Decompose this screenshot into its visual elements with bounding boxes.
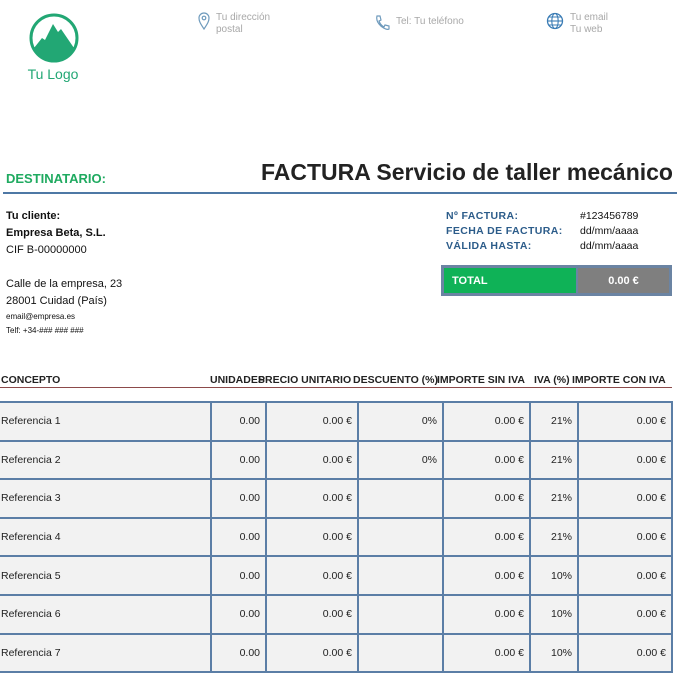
cell-discount[interactable]: 0% [358, 402, 443, 441]
cell-units[interactable]: 0.00 [211, 441, 266, 480]
cell-vat[interactable]: 21% [530, 402, 578, 441]
cell-vat[interactable]: 21% [530, 479, 578, 518]
map-pin-icon [198, 12, 210, 30]
col-discount: DESCUENTO (%) [353, 374, 438, 386]
cell-gross[interactable]: 0.00 € [578, 441, 672, 480]
cell-units[interactable]: 0.00 [211, 634, 266, 673]
meta-label: VÁLIDA HASTA: [446, 240, 532, 252]
client-email: email@empresa.es [6, 312, 76, 321]
cell-discount[interactable] [358, 634, 443, 673]
cell-units[interactable]: 0.00 [211, 518, 266, 557]
cell-discount[interactable] [358, 595, 443, 634]
recipient-label: DESTINATARIO: [6, 171, 106, 186]
meta-value: dd/mm/aaaa [580, 240, 639, 252]
cell-gross[interactable]: 0.00 € [578, 595, 672, 634]
table-row [0, 479, 672, 518]
client-city: 28001 Cuidad (País) [6, 295, 107, 307]
table-row [0, 595, 672, 634]
invoice-meta [446, 209, 638, 254]
client-company: Empresa Beta, S.L. [6, 227, 106, 239]
meta-invoice-date [446, 224, 638, 239]
address-line-1: Tu dirección [216, 12, 271, 23]
client-heading: Tu cliente: [6, 210, 61, 222]
cell-units[interactable]: 0.00 [211, 556, 266, 595]
cell-vat[interactable]: 10% [530, 595, 578, 634]
col-unit-price: PRECIO UNITARIO [258, 374, 352, 386]
cell-net[interactable]: 0.00 € [443, 634, 530, 673]
invoice-title: FACTURA Servicio de taller mecánico [260, 159, 673, 185]
title-divider [3, 192, 677, 194]
table-row [0, 556, 672, 595]
items-table [0, 401, 673, 673]
table-row [0, 402, 672, 441]
cell-discount[interactable] [358, 479, 443, 518]
cell-gross[interactable]: 0.00 € [578, 634, 672, 673]
meta-label: FECHA DE FACTURA: [446, 225, 563, 237]
cell-net[interactable]: 0.00 € [443, 441, 530, 480]
globe-icon [546, 12, 564, 30]
table-row [0, 518, 672, 557]
client-phone: Telf: +34-### ### ### [6, 326, 84, 335]
cell-concept[interactable]: Referencia 3 [0, 479, 211, 518]
cell-net[interactable]: 0.00 € [443, 479, 530, 518]
client-street: Calle de la empresa, 23 [6, 278, 123, 290]
cell-unit-price[interactable]: 0.00 € [266, 595, 358, 634]
cell-concept[interactable]: Referencia 1 [0, 402, 211, 441]
cell-concept[interactable]: Referencia 7 [0, 634, 211, 673]
col-gross: IMPORTE CON IVA [572, 374, 666, 386]
cell-unit-price[interactable]: 0.00 € [266, 402, 358, 441]
cell-discount[interactable] [358, 556, 443, 595]
cell-vat[interactable]: 10% [530, 556, 578, 595]
col-concept: CONCEPTO [1, 374, 61, 386]
cell-unit-price[interactable]: 0.00 € [266, 518, 358, 557]
cell-units[interactable]: 0.00 [211, 595, 266, 634]
table-header-divider [0, 387, 672, 388]
cell-gross[interactable]: 0.00 € [578, 556, 672, 595]
address-line-2: postal [216, 24, 243, 35]
meta-value: #123456789 [580, 210, 639, 222]
meta-label: Nº FACTURA: [446, 210, 519, 222]
table-row [0, 634, 672, 673]
items-table-header [0, 374, 677, 388]
cell-net[interactable]: 0.00 € [443, 402, 530, 441]
cell-units[interactable]: 0.00 [211, 479, 266, 518]
contact-address [198, 12, 270, 36]
table-row [0, 441, 672, 480]
client-cif: CIF B-00000000 [6, 244, 87, 256]
cell-discount[interactable] [358, 518, 443, 557]
meta-invoice-number [446, 209, 638, 224]
cell-concept[interactable]: Referencia 2 [0, 441, 211, 480]
cell-units[interactable]: 0.00 [211, 402, 266, 441]
meta-value: dd/mm/aaaa [580, 225, 639, 237]
phone-icon [374, 14, 390, 32]
meta-valid-until [446, 239, 638, 254]
cell-concept[interactable]: Referencia 5 [0, 556, 211, 595]
phone-text: Tel: Tu teléfono [396, 16, 464, 27]
mountain-logo-icon [28, 12, 80, 64]
cell-concept[interactable]: Referencia 6 [0, 595, 211, 634]
cell-gross[interactable]: 0.00 € [578, 402, 672, 441]
col-units: UNIDADES [210, 374, 265, 386]
cell-unit-price[interactable]: 0.00 € [266, 634, 358, 673]
web-text: Tu web [570, 24, 603, 35]
cell-unit-price[interactable]: 0.00 € [266, 479, 358, 518]
cell-concept[interactable]: Referencia 4 [0, 518, 211, 557]
contact-phone [374, 14, 464, 32]
client-details [6, 208, 122, 338]
col-vat: IVA (%) [534, 374, 570, 386]
cell-vat[interactable]: 21% [530, 441, 578, 480]
cell-discount[interactable]: 0% [358, 441, 443, 480]
cell-unit-price[interactable]: 0.00 € [266, 441, 358, 480]
cell-vat[interactable]: 10% [530, 634, 578, 673]
cell-net[interactable]: 0.00 € [443, 595, 530, 634]
logo-text: Tu Logo [27, 66, 79, 82]
cell-vat[interactable]: 21% [530, 518, 578, 557]
cell-net[interactable]: 0.00 € [443, 556, 530, 595]
total-box [441, 265, 672, 296]
cell-unit-price[interactable]: 0.00 € [266, 556, 358, 595]
email-text: Tu email [570, 12, 608, 23]
company-logo [24, 12, 84, 82]
contact-web [546, 12, 608, 36]
cell-gross[interactable]: 0.00 € [578, 479, 672, 518]
col-net: IMPORTE SIN IVA [437, 374, 525, 386]
cell-gross[interactable]: 0.00 € [578, 518, 672, 557]
total-value: 0.00 € [578, 268, 669, 293]
total-label: TOTAL [444, 268, 578, 293]
cell-net[interactable]: 0.00 € [443, 518, 530, 557]
